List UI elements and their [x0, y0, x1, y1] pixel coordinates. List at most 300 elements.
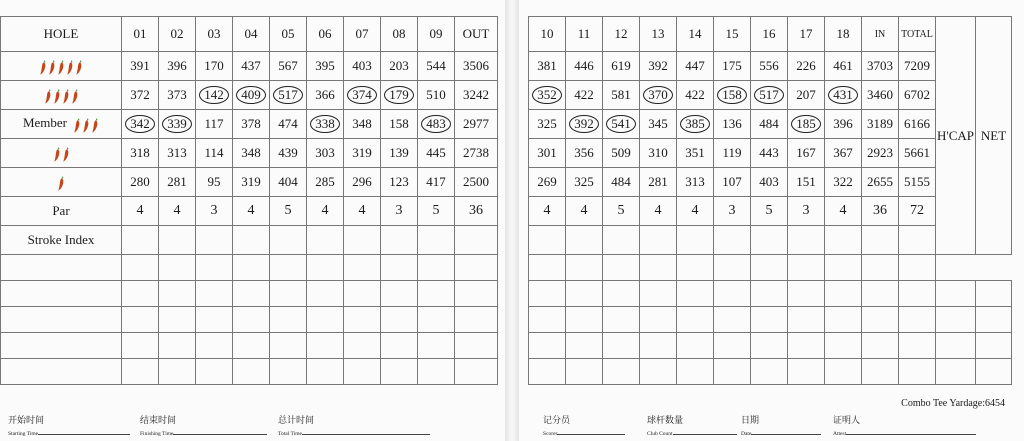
chili-pepper-icon [75, 59, 83, 75]
cell-value: 319 [352, 145, 372, 160]
score-entry-cell[interactable] [196, 281, 233, 307]
cell-value: 2500 [463, 174, 489, 189]
yardage-cell [344, 139, 381, 168]
hole-number: TOTAL [899, 17, 936, 52]
yardage-cell [344, 81, 381, 110]
cell-value: 139 [389, 145, 409, 160]
cell-value: 301 [537, 145, 557, 160]
yardage-cell [270, 168, 307, 197]
score-entry-row [1, 333, 498, 359]
score-entry-cell[interactable] [640, 307, 677, 333]
score-entry-cell[interactable] [1, 281, 122, 307]
score-entry-cell[interactable] [603, 255, 640, 281]
score-entry-cell[interactable] [159, 359, 196, 385]
yardage-cell [307, 110, 344, 139]
score-entry-cell[interactable] [976, 333, 1012, 359]
score-entry-cell[interactable] [307, 333, 344, 359]
chili-pepper-icon [44, 88, 52, 104]
score-entry-cell[interactable] [381, 359, 418, 385]
cell-value: 461 [833, 58, 853, 73]
yardage-cell [270, 81, 307, 110]
cell-value: 373 [167, 87, 187, 102]
field-line [173, 428, 267, 435]
score-entry-cell[interactable] [976, 307, 1012, 333]
tee-pepper-icons [53, 146, 70, 162]
field-label-zh: 日期 [741, 415, 760, 425]
cell-value: 136 [722, 116, 742, 131]
circled-value: 339 [162, 115, 192, 133]
score-entry-cell[interactable] [529, 255, 566, 281]
cell-value: 6702 [904, 87, 930, 102]
field-line [38, 428, 130, 435]
score-entry-cell[interactable] [270, 333, 307, 359]
signature-field[interactable] [543, 413, 625, 437]
score-entry-cell[interactable] [1, 333, 122, 359]
score-entry-cell[interactable] [455, 255, 498, 281]
yardage-cell [233, 81, 270, 110]
yardage-cell [751, 110, 788, 139]
cell-value: 443 [759, 145, 779, 160]
score-entry-cell[interactable] [455, 307, 498, 333]
yardage-cell [418, 197, 455, 226]
cell-value: 170 [204, 58, 224, 73]
cell-value: 403 [352, 58, 372, 73]
score-entry-cell[interactable] [455, 333, 498, 359]
yardage-cell [603, 139, 640, 168]
cell-value: 348 [352, 116, 372, 131]
score-entry-cell[interactable] [381, 255, 418, 281]
yardage-cell [529, 226, 566, 255]
score-entry-cell[interactable] [196, 359, 233, 385]
yardage-cell [159, 226, 196, 255]
hole-number: 05 [270, 17, 307, 52]
yardage-cell [159, 52, 196, 81]
chili-pepper-icon [39, 59, 47, 75]
back-nine-page [519, 0, 1024, 441]
yardage-cell [344, 110, 381, 139]
score-entry-cell[interactable] [862, 359, 899, 385]
yardage-cell [418, 168, 455, 197]
score-entry-cell[interactable] [381, 307, 418, 333]
row-label [1, 226, 122, 255]
hcap-column-label: H'CAP [936, 17, 976, 255]
yardage-cell [788, 197, 825, 226]
field-label-zh: 总计时间 [278, 415, 315, 425]
yardage-cell [899, 197, 936, 226]
tee-pepper-icons [73, 117, 99, 133]
score-entry-cell[interactable] [418, 281, 455, 307]
yardage-cell [270, 110, 307, 139]
hole-number: 14 [677, 17, 714, 52]
yardage-cell [862, 168, 899, 197]
yardage-cell [862, 52, 899, 81]
score-entry-cell[interactable] [122, 307, 159, 333]
circled-value: 392 [569, 115, 599, 133]
cell-value: 447 [685, 58, 705, 73]
cell-value: 396 [167, 58, 187, 73]
tee-pepper-icons [44, 88, 79, 104]
score-entry-cell[interactable] [936, 307, 976, 333]
cell-value: 372 [130, 87, 150, 102]
field-line [557, 428, 625, 435]
score-entry-cell[interactable] [714, 359, 751, 385]
yardage-cell [233, 226, 270, 255]
score-entry-row [529, 333, 1012, 359]
score-entry-cell[interactable] [270, 359, 307, 385]
cell-value: 567 [278, 58, 298, 73]
yardage-cell [381, 168, 418, 197]
tee-pepper-icons [57, 175, 65, 191]
cell-value: 319 [241, 174, 261, 189]
score-entry-cell[interactable] [122, 281, 159, 307]
score-entry-cell[interactable] [159, 255, 196, 281]
score-entry-cell[interactable] [196, 307, 233, 333]
yardage-cell [122, 110, 159, 139]
cell-value: 378 [241, 116, 261, 131]
score-entry-cell[interactable] [677, 307, 714, 333]
score-entry-cell[interactable] [862, 307, 899, 333]
score-entry-cell[interactable] [751, 281, 788, 307]
score-entry-row [529, 307, 1012, 333]
yardage-cell [603, 168, 640, 197]
yardage-cell [677, 139, 714, 168]
cell-value: 396 [833, 116, 853, 131]
score-entry-cell[interactable] [566, 255, 603, 281]
score-entry-cell[interactable] [788, 281, 825, 307]
hole-number: 04 [233, 17, 270, 52]
score-entry-cell[interactable] [825, 333, 862, 359]
score-entry-cell[interactable] [603, 307, 640, 333]
cell-value: 107 [722, 174, 742, 189]
hole-number: 12 [603, 17, 640, 52]
chili-pepper-icon [62, 146, 70, 162]
yardage-cell [677, 168, 714, 197]
yardage-cell [307, 197, 344, 226]
score-entry-row [1, 307, 498, 333]
cell-value: 422 [574, 87, 594, 102]
row-label [1, 81, 122, 110]
cell-value: 391 [130, 58, 150, 73]
score-entry-cell[interactable] [677, 281, 714, 307]
cell-value: 325 [574, 174, 594, 189]
cell-value: 3189 [867, 116, 893, 131]
yardage-cell [899, 139, 936, 168]
score-entry-cell[interactable] [566, 307, 603, 333]
yardage-cell [714, 81, 751, 110]
chili-pepper-icon [53, 146, 61, 162]
signature-field[interactable] [8, 413, 130, 437]
score-entry-cell[interactable] [566, 281, 603, 307]
field-line [673, 428, 737, 435]
hole-number: 01 [122, 17, 159, 52]
row-label [1, 168, 122, 197]
tee-row [1, 168, 498, 197]
score-entry-cell[interactable] [976, 281, 1012, 307]
yardage-cell [603, 226, 640, 255]
yardage-cell [455, 139, 498, 168]
score-entry-cell[interactable] [788, 255, 825, 281]
cell-value: 4 [247, 203, 255, 218]
score-entry-cell[interactable] [1, 255, 122, 281]
circled-value: 385 [680, 115, 710, 133]
yardage-cell [307, 139, 344, 168]
score-entry-cell[interactable] [976, 359, 1012, 385]
cell-value: 5661 [904, 145, 930, 160]
cell-value: 395 [315, 58, 335, 73]
score-entry-cell[interactable] [862, 333, 899, 359]
row-label [1, 197, 122, 226]
signature-field[interactable] [741, 413, 821, 437]
score-entry-cell[interactable] [307, 359, 344, 385]
yardage-cell [566, 168, 603, 197]
score-entry-cell[interactable] [899, 359, 936, 385]
score-entry-cell[interactable] [825, 281, 862, 307]
signature-field[interactable] [278, 413, 430, 437]
score-entry-cell[interactable] [751, 255, 788, 281]
yardage-cell [825, 139, 862, 168]
cell-value: 4 [136, 203, 144, 218]
score-entry-cell[interactable] [640, 255, 677, 281]
score-entry-cell[interactable] [640, 333, 677, 359]
hole-number: 07 [344, 17, 381, 52]
yardage-cell [714, 197, 751, 226]
score-entry-cell[interactable] [714, 307, 751, 333]
cell-value: 509 [611, 145, 631, 160]
yardage-cell [788, 168, 825, 197]
yardage-cell [233, 197, 270, 226]
yardage-cell [196, 168, 233, 197]
net-column-label: NET [976, 17, 1012, 255]
score-entry-cell[interactable] [862, 281, 899, 307]
yardage-cell [751, 226, 788, 255]
score-entry-cell[interactable] [381, 333, 418, 359]
yardage-cell [159, 110, 196, 139]
score-entry-cell[interactable] [751, 333, 788, 359]
score-entry-cell[interactable] [825, 307, 862, 333]
score-entry-cell[interactable] [603, 281, 640, 307]
score-entry-cell[interactable] [196, 255, 233, 281]
circled-value: 342 [125, 115, 155, 133]
cell-value: 3 [728, 203, 736, 218]
yardage-cell [529, 81, 566, 110]
tee-row [1, 226, 498, 255]
yardage-cell [159, 197, 196, 226]
yardage-cell [418, 110, 455, 139]
score-entry-cell[interactable] [233, 307, 270, 333]
circled-value: 541 [606, 115, 636, 133]
score-entry-cell[interactable] [344, 359, 381, 385]
signature-field[interactable] [140, 413, 267, 437]
chili-pepper-icon [66, 59, 74, 75]
cell-value: 4 [358, 203, 366, 218]
score-entry-cell[interactable] [233, 255, 270, 281]
score-entry-cell[interactable] [640, 359, 677, 385]
yardage-cell [344, 168, 381, 197]
score-entry-cell[interactable] [714, 333, 751, 359]
cell-value: 4 [321, 203, 329, 218]
circled-value: 352 [532, 86, 562, 104]
score-entry-cell[interactable] [788, 359, 825, 385]
score-entry-cell[interactable] [1, 359, 122, 385]
cell-value: 3 [395, 203, 403, 218]
yardage-cell [640, 81, 677, 110]
score-entry-cell[interactable] [677, 255, 714, 281]
score-entry-cell[interactable] [381, 281, 418, 307]
score-entry-cell[interactable] [936, 359, 976, 385]
score-entry-cell[interactable] [344, 333, 381, 359]
score-entry-cell[interactable] [714, 255, 751, 281]
signature-field[interactable] [647, 413, 737, 437]
score-entry-cell[interactable] [677, 359, 714, 385]
score-entry-cell[interactable] [714, 281, 751, 307]
score-entry-row [1, 359, 498, 385]
score-entry-cell[interactable] [899, 307, 936, 333]
score-entry-cell[interactable] [418, 255, 455, 281]
score-entry-cell[interactable] [825, 255, 862, 281]
score-entry-cell[interactable] [196, 333, 233, 359]
cell-value: 404 [278, 174, 298, 189]
score-entry-cell[interactable] [122, 255, 159, 281]
score-entry-cell[interactable] [418, 307, 455, 333]
cell-value: 356 [574, 145, 594, 160]
score-entry-cell[interactable] [566, 333, 603, 359]
score-entry-cell[interactable] [233, 359, 270, 385]
score-entry-cell[interactable] [751, 307, 788, 333]
score-entry-cell[interactable] [418, 333, 455, 359]
footer-right [539, 407, 1009, 437]
score-entry-cell[interactable] [899, 333, 936, 359]
cell-value: 207 [796, 87, 816, 102]
cell-value: 203 [389, 58, 409, 73]
score-entry-cell[interactable] [455, 281, 498, 307]
hole-number: 11 [566, 17, 603, 52]
score-entry-cell[interactable] [936, 333, 976, 359]
cell-value: 3 [802, 203, 810, 218]
score-entry-cell[interactable] [344, 255, 381, 281]
yardage-cell [418, 226, 455, 255]
cell-value: 158 [389, 116, 409, 131]
yardage-cell [196, 197, 233, 226]
yardage-cell [418, 52, 455, 81]
score-entry-cell[interactable] [344, 281, 381, 307]
yardage-cell [122, 52, 159, 81]
tee-row [1, 110, 498, 139]
score-entry-cell[interactable] [455, 359, 498, 385]
score-entry-cell[interactable] [529, 359, 566, 385]
yardage-cell [825, 52, 862, 81]
yardage-cell [566, 139, 603, 168]
yardage-cell [640, 110, 677, 139]
cell-value: 175 [722, 58, 742, 73]
circled-value: 483 [421, 115, 451, 133]
score-entry-cell[interactable] [1, 307, 122, 333]
circled-value: 179 [384, 86, 414, 104]
yardage-cell [677, 226, 714, 255]
yardage-cell [566, 81, 603, 110]
yardage-cell [344, 52, 381, 81]
score-entry-cell[interactable] [640, 281, 677, 307]
yardage-cell [788, 81, 825, 110]
score-entry-cell[interactable] [529, 333, 566, 359]
yardage-cell [603, 110, 640, 139]
yardage-cell [529, 52, 566, 81]
yardage-cell [381, 226, 418, 255]
yardage-cell [122, 168, 159, 197]
score-entry-cell[interactable] [862, 255, 899, 281]
field-label-en: Total Time [278, 431, 302, 437]
score-entry-cell[interactable] [159, 333, 196, 359]
yardage-cell [603, 81, 640, 110]
cell-value: 167 [796, 145, 816, 160]
cell-value: 7209 [904, 58, 930, 73]
score-entry-cell[interactable] [307, 255, 344, 281]
signature-field[interactable] [833, 413, 976, 437]
score-entry-cell[interactable] [159, 281, 196, 307]
yardage-cell [825, 168, 862, 197]
yardage-cell [122, 226, 159, 255]
cell-value: 474 [278, 116, 298, 131]
yardage-cell [899, 226, 936, 255]
score-entry-cell[interactable] [122, 333, 159, 359]
cell-value: 5155 [904, 174, 930, 189]
yardage-cell [196, 226, 233, 255]
score-entry-cell[interactable] [677, 333, 714, 359]
score-entry-cell[interactable] [159, 307, 196, 333]
yardage-cell [677, 110, 714, 139]
yardage-cell [307, 52, 344, 81]
score-entry-cell[interactable] [233, 281, 270, 307]
score-entry-cell[interactable] [899, 281, 936, 307]
circled-value: 431 [828, 86, 858, 104]
yardage-cell [418, 139, 455, 168]
score-entry-cell[interactable] [788, 307, 825, 333]
score-entry-cell[interactable] [566, 359, 603, 385]
yardage-cell [640, 168, 677, 197]
score-entry-cell[interactable] [825, 359, 862, 385]
score-entry-cell[interactable] [233, 333, 270, 359]
score-entry-cell[interactable] [899, 255, 936, 281]
yardage-cell [899, 81, 936, 110]
cell-value: 510 [426, 87, 446, 102]
cell-value: 322 [833, 174, 853, 189]
cell-value: 313 [167, 145, 187, 160]
score-entry-cell[interactable] [122, 359, 159, 385]
score-entry-cell[interactable] [603, 359, 640, 385]
score-entry-cell[interactable] [270, 255, 307, 281]
cell-value: 367 [833, 145, 853, 160]
field-line [751, 428, 821, 435]
cell-value: 318 [130, 145, 150, 160]
score-entry-cell[interactable] [751, 359, 788, 385]
score-entry-cell[interactable] [270, 307, 307, 333]
score-entry-cell[interactable] [270, 281, 307, 307]
yardage-cell [381, 52, 418, 81]
score-entry-cell[interactable] [307, 281, 344, 307]
score-entry-cell[interactable] [788, 333, 825, 359]
yardage-cell [418, 81, 455, 110]
score-entry-cell[interactable] [529, 307, 566, 333]
score-entry-cell[interactable] [344, 307, 381, 333]
score-entry-cell[interactable] [307, 307, 344, 333]
score-entry-cell[interactable] [418, 359, 455, 385]
score-entry-cell[interactable] [529, 281, 566, 307]
yardage-cell [159, 168, 196, 197]
yardage-cell [529, 197, 566, 226]
yardage-cell [640, 139, 677, 168]
yardage-cell [640, 226, 677, 255]
score-entry-cell[interactable] [603, 333, 640, 359]
score-entry-cell[interactable] [936, 281, 976, 307]
